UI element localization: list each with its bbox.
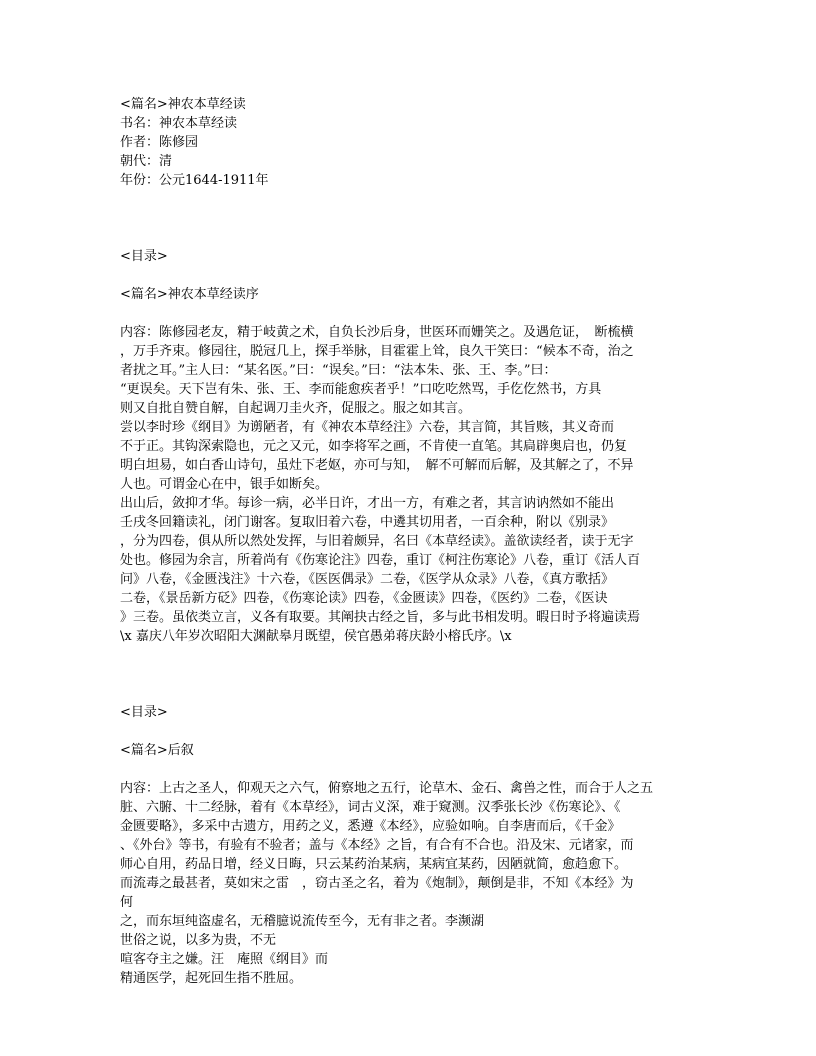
afterword-line: 而流毒之最甚者，莫如宋之雷 ，窃古圣之名，着为《炮制》，颠倒是非，不知《本经》为 [120,876,634,891]
spacer [120,304,700,323]
afterword-line: 内容：上古之圣人，仰观天之六气，俯察地之五行，论草木、金石、禽兽之性，而合于人之五 [120,781,654,796]
afterword-title: <篇名>后叙 [120,743,194,758]
spacer [120,722,700,741]
afterword-line: 脏、六腑、十二经脉，着有《本草经》，词古义深，难于窥测。汉季张长沙《伤寒论》、《 [120,800,621,815]
afterword-line: 精通医学，起死回生指不胜屈。 [120,971,303,986]
preface-line: 二卷，《景岳新方砭》四卷，《伤寒论读》四卷，《金匮读》四卷，《医约》二卷，《医诀 [120,591,608,606]
preface-line: \x 嘉庆八年岁次昭阳大渊献皋月既望，侯官愚弟蒋庆龄小榕氏序。\x [120,629,512,644]
preface-line: 问》八卷，《金匮浅注》十六卷，《医医偶录》二卷，《医学从众录》八卷，《真方歌括》 [120,572,615,587]
afterword-line: 之，而东垣纯盗虚名，无稽臆说流传至今，无有非之者。李濒湖 [120,914,485,929]
preface-title: <篇名>神农本草经读序 [120,287,259,302]
spacer [120,228,700,247]
preface-line: 内容：陈修园老友，精于岐黄之术，自负长沙后身，世医环而姗笑之。及遇危证， 断梳横 [120,325,634,340]
spacer [120,646,700,684]
preface-line: 人也。可谓金心在中，银手如断矣。 [120,477,329,492]
preface-line: 则又自批自赞自解，自起调刀圭火齐，促服之。服之如其言。 [120,401,472,416]
spacer [120,684,700,703]
afterword-line: 、《外台》等书，有验有不验者；盖与《本经》之旨，有合有不合也。沿及宋、元诸家，而 [120,838,634,853]
section-title: <篇名>神农本草经读 [120,97,246,112]
preface-line: “更误矣。天下岂有朱、张、王、李而能愈疾者乎！”口吃吃然骂，手仡仡然书，方具 [120,382,602,397]
afterword-line: 何 [120,895,134,910]
afterword-line: 师心自用，药品日增，经义日晦，只云某药治某病，某病宜某药，因陋就简，愈趋愈下。 [120,857,628,872]
dynasty: 朝代：清 [120,154,173,169]
afterword-line: 喧客夺主之嫌。汪 庵照《纲目》而 [120,952,329,967]
document-page [120,95,700,988]
spacer [120,760,700,779]
preface-line: ，分为四卷，俱从所以然处发挥，与旧着颇异，名曰《本草经读》。盖欲读经者，读于无字 [120,534,634,549]
spacer [120,190,700,228]
preface-line: 不于正。其钩深索隐也，元之又元，如李将军之画，不肯使一直笔。其扃辟奥启也，仍复 [120,439,628,454]
years: 年份：公元1644-1911年 [120,173,269,188]
preface-line: 》三卷。虽依类立言，义各有取要。其阐抉古经之旨，多与此书相发明。暇日时予将遍读焉 [120,610,641,625]
author: 作者：陈修园 [120,135,199,150]
preface-line: 明白坦易，如白香山诗句，虽灶下老妪，亦可与知， 解不可解而后解，及其解之了，不异 [120,458,634,473]
preface-line: 出山后，敛抑才华。每诊一病，必半日许，才出一方，有难之者，其言讷讷然如不能出 [120,496,615,511]
book-name: 书名：神农本草经读 [120,116,238,131]
preface-line: 处也。修园为余言，所着尚有《伤寒论注》四卷，重订《柯注伤寒论》八卷，重订《活人百 [120,553,641,568]
afterword-line: 世俗之说，以多为贵，不无 [120,933,277,948]
spacer [120,266,700,285]
toc-label: <目录> [120,705,168,720]
preface-line: 壬戌冬回籍读礼，闭门谢客。复取旧着六卷，中遴其切用者，一百余种，附以《别录》 [120,515,615,530]
preface-line: ，万手齐束。修园往，脱冠几上，探手举脉，目霍霍上耸，良久干笑曰：“候本不奇，治之 [120,344,634,359]
preface-line: 者扰之耳。”主人曰：“某名医。”曰：“误矣。”曰：“法本朱、张、王、李。”曰： [120,363,557,378]
afterword-body [120,779,700,988]
toc-label: <目录> [120,249,168,264]
afterword-line: 金匮要略》，多采中古遗方，用药之义，悉遵《本经》，应验如响。自李唐而后，《千金》 [120,819,621,834]
preface-line: 尝以李时珍《纲目》为谫陋者，有《神农本草经注》六卷，其言简，其旨赅，其义奇而 [120,420,615,435]
preface-body [120,323,700,646]
